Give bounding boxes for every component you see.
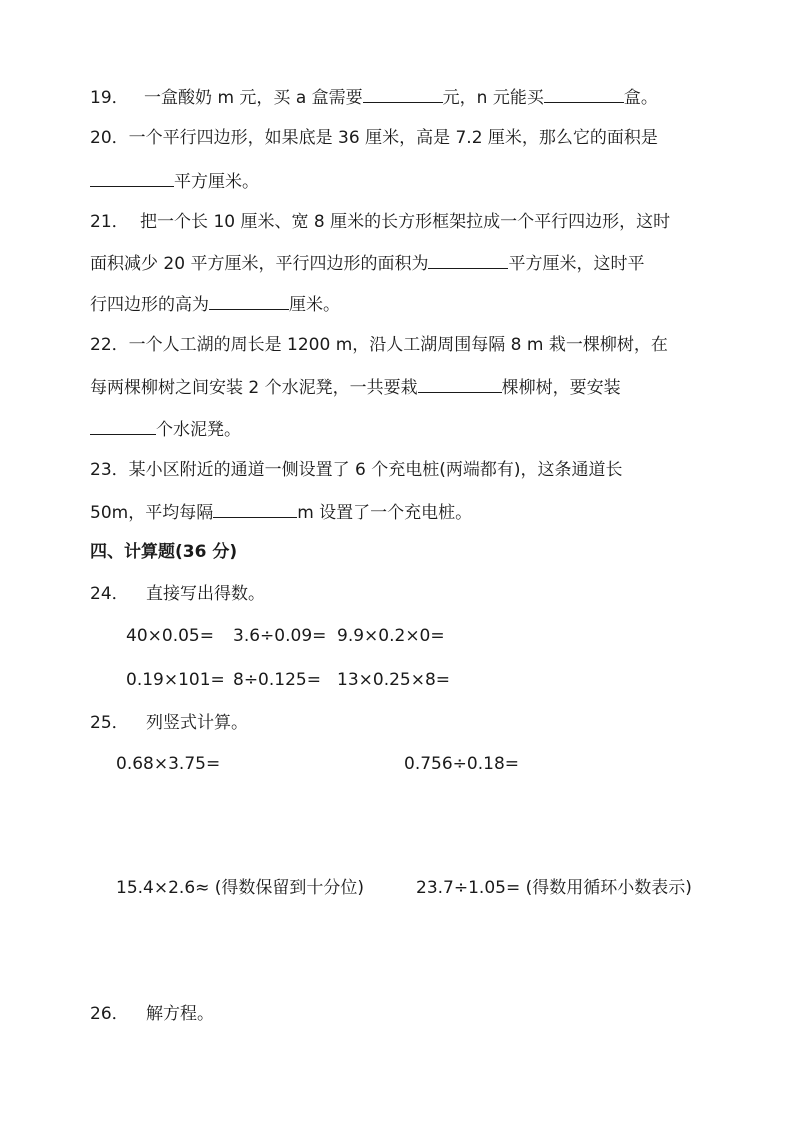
answer-blank[interactable]	[209, 291, 289, 310]
calc-item: 0.19×101=	[126, 670, 225, 690]
calc-item: 8÷0.125=	[233, 670, 321, 690]
question-text: 元，n 元能买	[442, 88, 544, 108]
question-22	[90, 333, 668, 357]
answer-blank[interactable]	[213, 499, 297, 518]
question-21	[90, 210, 670, 234]
question-text: 一个人工湖的周长是 1200 m，沿人工湖周围每隔 8 m 栽一棵柳树，在	[128, 335, 668, 355]
answer-blank[interactable]	[428, 250, 508, 269]
question-19	[90, 84, 658, 108]
question-text: 50m，平均每隔	[90, 503, 214, 523]
question-number: 23．	[90, 460, 129, 480]
calc-item: 0.756÷0.18=	[404, 754, 520, 774]
question-number: 19．	[90, 88, 129, 108]
question-22-line-3	[90, 416, 241, 440]
question-text: 厘米。	[289, 295, 340, 315]
question-title: 直接写出得数。	[146, 584, 266, 604]
question-text: 盒。	[623, 88, 658, 108]
answer-blank[interactable]	[418, 374, 502, 393]
calc-item: 15.4×2.6≈ (得数保留到十分位)	[116, 878, 365, 898]
question-21-line-3	[90, 291, 340, 315]
question-20	[90, 126, 658, 150]
question-22-line-2	[90, 374, 621, 398]
question-24	[90, 582, 265, 606]
question-text: m 设置了一个充电桩。	[297, 503, 473, 523]
question-text: 某小区附近的通道一侧设置了 6 个充电桩(两端都有)，这条通道长	[128, 460, 623, 480]
question-number: 24．	[90, 584, 129, 604]
question-title: 解方程。	[146, 1004, 215, 1024]
question-text: 棵柳树，要安装	[501, 378, 621, 398]
question-number: 20．	[90, 128, 129, 148]
question-23-line-2	[90, 499, 472, 523]
question-text: 面积减少 20 平方厘米，平行四边形的面积为	[90, 254, 429, 274]
question-number: 25．	[90, 713, 129, 733]
calc-item: 23.7÷1.05= (得数用循环小数表示)	[416, 878, 692, 898]
question-text: 把一个长 10 厘米、宽 8 厘米的长方形框架拉成一个平行四边形，这时	[140, 212, 671, 232]
calc-item: 13×0.25×8=	[337, 670, 451, 690]
question-25	[90, 711, 248, 735]
question-text: 个水泥凳。	[156, 420, 241, 440]
question-number: 22．	[90, 335, 129, 355]
question-23	[90, 458, 623, 482]
answer-blank[interactable]	[363, 84, 443, 103]
question-text: 平方厘米。	[174, 172, 259, 192]
question-20-line-2	[90, 168, 259, 192]
question-text: 每两棵柳树之间安装 2 个水泥凳，一共要栽	[90, 378, 418, 398]
section-title: 四、计算题(36 分)	[90, 542, 238, 562]
answer-blank[interactable]	[90, 416, 156, 435]
calc-item: 9.9×0.2×0=	[337, 626, 445, 646]
answer-blank[interactable]	[544, 84, 624, 103]
question-text: 一个平行四边形，如果底是 36 厘米，高是 7.2 厘米，那么它的面积是	[128, 128, 658, 148]
question-text: 平方厘米，这时平	[508, 254, 645, 274]
question-21-line-2	[90, 250, 644, 274]
answer-blank[interactable]	[90, 168, 174, 187]
calc-item: 40×0.05=	[126, 626, 214, 646]
question-text: 行四边形的高为	[90, 295, 209, 315]
question-title: 列竖式计算。	[146, 713, 249, 733]
question-text: 一盒酸奶 m 元，买 a 盒需要	[144, 88, 363, 108]
question-number: 21．	[90, 212, 129, 232]
calc-item: 0.68×3.75=	[116, 754, 221, 774]
calc-item: 3.6÷0.09=	[233, 626, 327, 646]
question-number: 26．	[90, 1004, 129, 1024]
question-26	[90, 1002, 214, 1026]
